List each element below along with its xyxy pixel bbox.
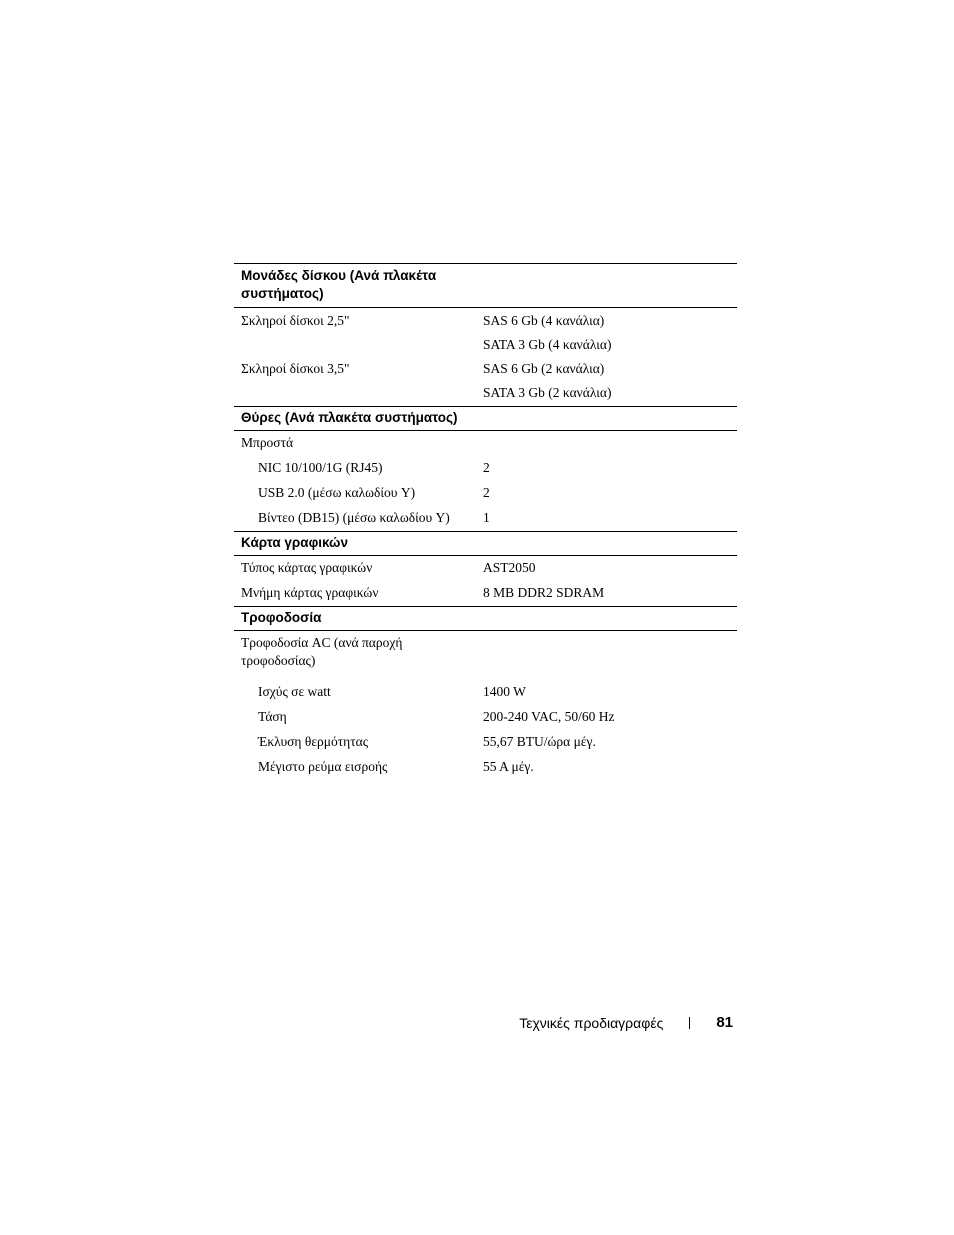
row-label bbox=[234, 336, 483, 358]
table-row bbox=[234, 730, 737, 755]
table-row bbox=[234, 481, 737, 506]
table-row bbox=[234, 705, 737, 730]
chapter-title: Τεχνικές προδιαγραφές bbox=[519, 1014, 664, 1031]
section-title: Θύρες (Ανά πλακέτα συστήματος) bbox=[241, 410, 458, 425]
section-header-ports bbox=[234, 406, 737, 431]
row-value: SATA 3 Gb (2 κανάλια) bbox=[483, 385, 612, 400]
footer-divider bbox=[689, 1017, 690, 1029]
row-label bbox=[234, 384, 483, 406]
table-row bbox=[234, 334, 737, 358]
row-label: Μέγιστο ρεύμα εισροής bbox=[258, 759, 388, 774]
section-header-drives bbox=[234, 263, 737, 308]
row-value: 200-240 VAC, 50/60 Hz bbox=[483, 709, 615, 724]
spec-table bbox=[234, 263, 737, 780]
row-value: 2 bbox=[483, 460, 490, 475]
page-footer bbox=[519, 1014, 733, 1031]
row-value: SAS 6 Gb (4 κανάλια) bbox=[483, 313, 605, 328]
row-label: Τύπος κάρτας γραφικών bbox=[241, 560, 373, 575]
row-value: 1400 W bbox=[483, 684, 526, 699]
section-title: Κάρτα γραφικών bbox=[241, 535, 348, 550]
row-value: 1 bbox=[483, 510, 490, 525]
row-value bbox=[483, 634, 737, 680]
table-row bbox=[234, 680, 737, 705]
section-header-power bbox=[234, 606, 737, 631]
row-value: 2 bbox=[483, 485, 490, 500]
row-label: Ισχύς σε watt bbox=[258, 684, 331, 699]
row-value: 55 A μέγ. bbox=[483, 759, 534, 774]
row-value bbox=[483, 434, 737, 456]
row-label: USB 2.0 (μέσω καλωδίου Y) bbox=[258, 485, 416, 500]
page-number: 81 bbox=[716, 1014, 733, 1031]
table-row bbox=[234, 456, 737, 481]
row-value: 55,67 BTU/ώρα μέγ. bbox=[483, 734, 596, 749]
row-label: Σκληροί δίσκοι 3,5" bbox=[241, 361, 350, 376]
row-label: Μνήμη κάρτας γραφικών bbox=[241, 585, 379, 600]
table-row bbox=[234, 506, 737, 531]
table-row bbox=[234, 358, 737, 382]
table-row bbox=[234, 382, 737, 406]
table-row bbox=[234, 581, 737, 606]
table-row bbox=[234, 556, 737, 581]
table-row bbox=[234, 755, 737, 780]
row-value: SAS 6 Gb (2 κανάλια) bbox=[483, 361, 605, 376]
row-value: AST2050 bbox=[483, 560, 536, 575]
row-label: Τροφοδοσία AC (ανά παροχή τροφοδοσίας) bbox=[241, 635, 403, 668]
row-label: Τάση bbox=[258, 709, 287, 724]
section-title: Τροφοδοσία bbox=[241, 610, 322, 625]
row-label: Μπροστά bbox=[241, 435, 294, 450]
row-value: 8 MB DDR2 SDRAM bbox=[483, 585, 605, 600]
row-label: Σκληροί δίσκοι 2,5" bbox=[241, 313, 350, 328]
table-row bbox=[234, 431, 737, 456]
section-header-graphics bbox=[234, 531, 737, 556]
row-label: Βίντεο (DB15) (μέσω καλωδίου Y) bbox=[258, 510, 450, 525]
row-label: NIC 10/100/1G (RJ45) bbox=[258, 460, 383, 475]
section-title: Μονάδες δίσκου (Ανά πλακέτα συστήματος) bbox=[241, 268, 437, 301]
row-value: SATA 3 Gb (4 κανάλια) bbox=[483, 337, 612, 352]
row-label: Έκλυση θερμότητας bbox=[258, 734, 369, 749]
table-row bbox=[234, 310, 737, 334]
table-row bbox=[234, 631, 737, 680]
